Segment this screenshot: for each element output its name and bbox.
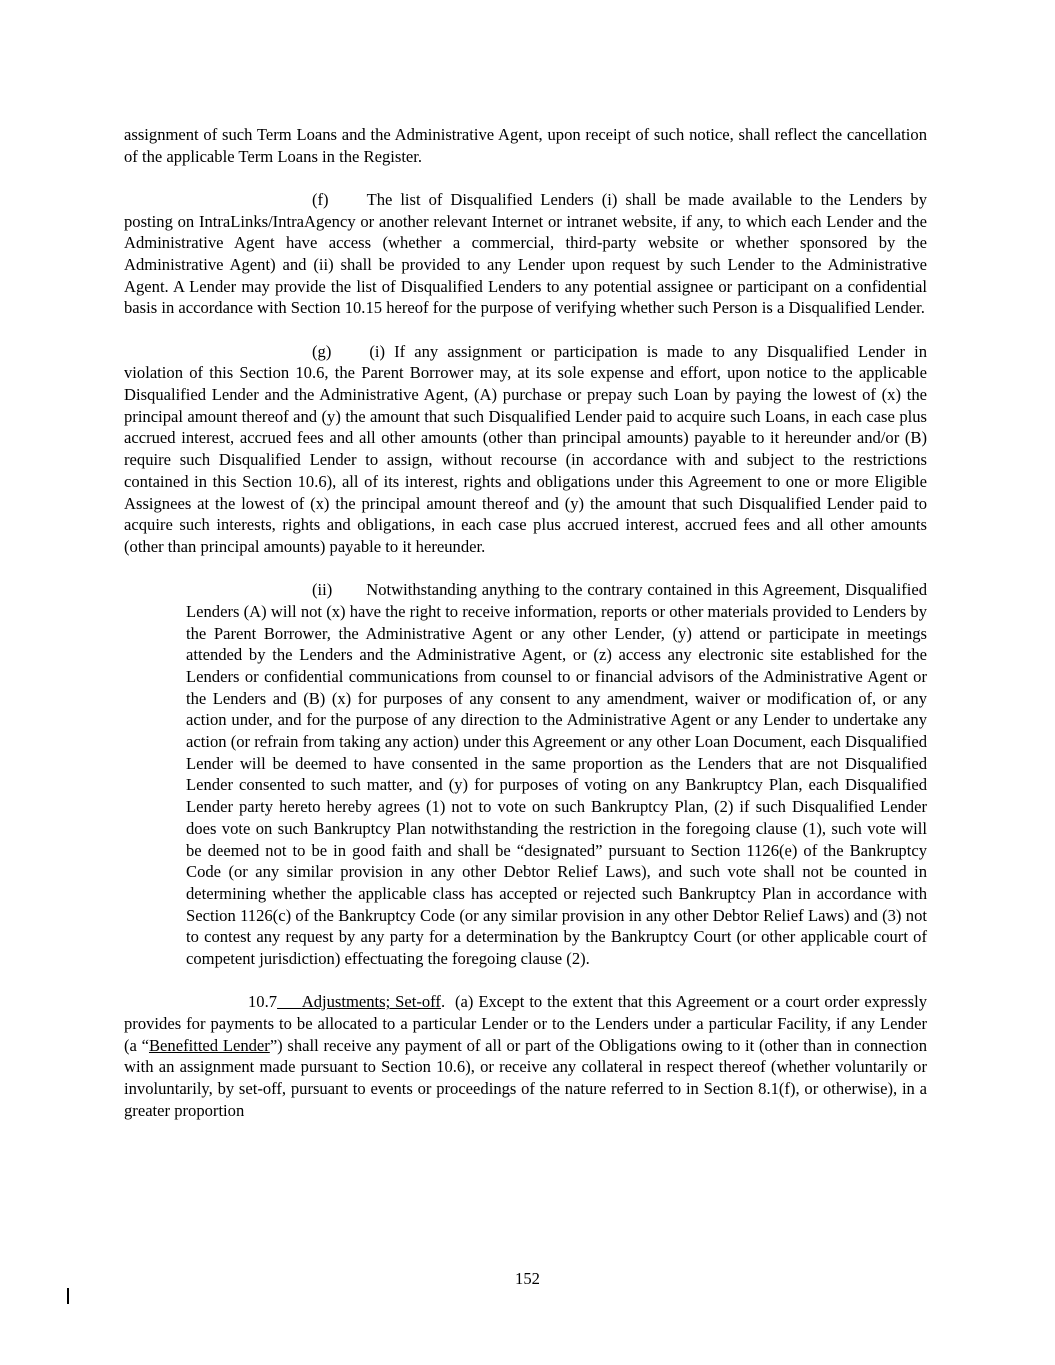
page-number: 152 [515, 1269, 540, 1288]
section-heading [277, 992, 441, 1011]
paragraph-g [124, 341, 927, 558]
paragraph-g-ii [186, 579, 927, 970]
paragraph-f [124, 189, 927, 319]
section-number: 10.7 [248, 992, 278, 1012]
carryover-paragraph: assignment of such Term Loans and the Administrative Agent, upon receipt of such notice, shall reflect the cancellation of the applicable Term Loans in the Register. [124, 125, 927, 166]
defined-term: Benefitted Lender [148, 1035, 270, 1055]
revision-change-bar [67, 1288, 69, 1304]
paragraph-g-ii-text: Notwithstanding anything to the contrary contained in this Agreement, Disqualified Lenders (A) will not (x) have the right to receive information, reports or other materials provided to Lenders by the Parent Borrower, the Administrative Agent or any other Lender, (y) attend or participate in meetings attended by the Lenders and the Administrative Agent, or (z) access any electronic site established for the Lenders or confidential communications from counsel to or financial advisors of the Administrative Agent or the Lenders and (B) (x) for purposes of any consent to any amendment, waiver or modification of, or any action under, and for the purpose of any direction to the Administrative Agent or any Lender to undertake any action (or refrain from taking any action) under this Agreement or any other Loan Document, each Disqualified Lender will be deemed to have consented in the same proportion as the Lenders that are not Disqualified Lender consented to such matter, and (y) for purposes of voting on any Bankruptcy Plan, each Disqualified Lender party hereto hereby agrees (1) not to vote on such Bankruptcy Plan, (2) if such Disqualified Lender does vote on such Bankruptcy Plan notwithstanding the restriction in the foregoing clause (1), such vote will be deemed not to be in good faith and shall be “designated” pursuant to Section 1126(e) of the Bankruptcy Code (or any similar provision in any other Debtor Relief Laws), and such vote shall not be counted in determining whether the applicable class has accepted or rejected such Bankruptcy Plan in accordance with Section 1126(c) of the Bankruptcy Code (or any similar provision in any other Debtor Relief Laws) and (3) not to contest any request by any party for a determination by the Bankruptcy Court (or other applicable court of competent jurisdiction) effectuating the foregoing clause (2). [186, 580, 927, 969]
section-text-before-term: (a) Except to the extent that this Agreement or a court order expressly provides for payments to be allocated to a particular Lender or to the Lenders under a particular Facility, if any Lender (a “ [124, 992, 927, 1055]
section-heading-punct: . [440, 992, 446, 1012]
paragraph-g-ii-marker: (ii) [312, 580, 333, 600]
section-10-7 [124, 991, 927, 1121]
paragraph-f-text: The list of Disqualified Lenders (i) shall be made available to the Lenders by posting on IntraLinks/IntraAgency or another relevant Internet or intranet website, if any, to which each Lender and the Administrative Agent have access (whether a commercial, third-party website or whether sponsored by the Administrative Agent) and (ii) shall be provided to any Lender upon request by such Lender to the Administrative Agent. A Lender may provide the list of Disqualified Lenders to any potential assignee or participant on a confidential basis in accordance with Section 10.15 hereof for the purpose of verifying whether such Person is a Disqualified Lender. [124, 189, 927, 318]
paragraph-g-marker: (g) [312, 341, 332, 361]
paragraph-f-marker: (f) [312, 189, 329, 209]
section-heading-text: Adjustments; Set-off [301, 992, 441, 1012]
document-page [124, 124, 927, 1143]
section-text-after-term: ”) shall receive any payment of all or part of the Obligations owing to it (other than in connection with an assignment made pursuant to Section 10.6), or receive any collateral in respect thereof (whether voluntarily or involuntarily, by set-off, pursuant to events or proceedings of the nature referred to in Section 8.1(f), or otherwise), in a greater proportion [124, 1035, 928, 1120]
paragraph-g-text: (i) If any assignment or participation is made to any Disqualified Lender in violation of this Section 10.6, the Parent Borrower may, at its sole expense and effort, upon notice to the applicable Disqualified Lender and the Administrative Agent, (A) purchase or prepay such Loan by paying the lowest of (x) the principal amount thereof and (y) the amount that such Disqualified Lender paid to acquire such Loans, in each case plus accrued interest, accrued fees and all other amounts (other than principal amounts) payable to it hereunder and/or (B) require such Disqualified Lender to assign, without recourse (in accordance with and subject to the restrictions contained in this Section 10.6), all of its interest, rights and obligations under this Agreement to one or more Eligible Assignees at the lowest of (x) the principal amount thereof and (y) the amount that such Disqualified Lender paid to acquire such interests, rights and obligations, in each case plus accrued interest, accrued fees and all other amounts (other than principal amounts) payable to it hereunder. [124, 341, 927, 556]
